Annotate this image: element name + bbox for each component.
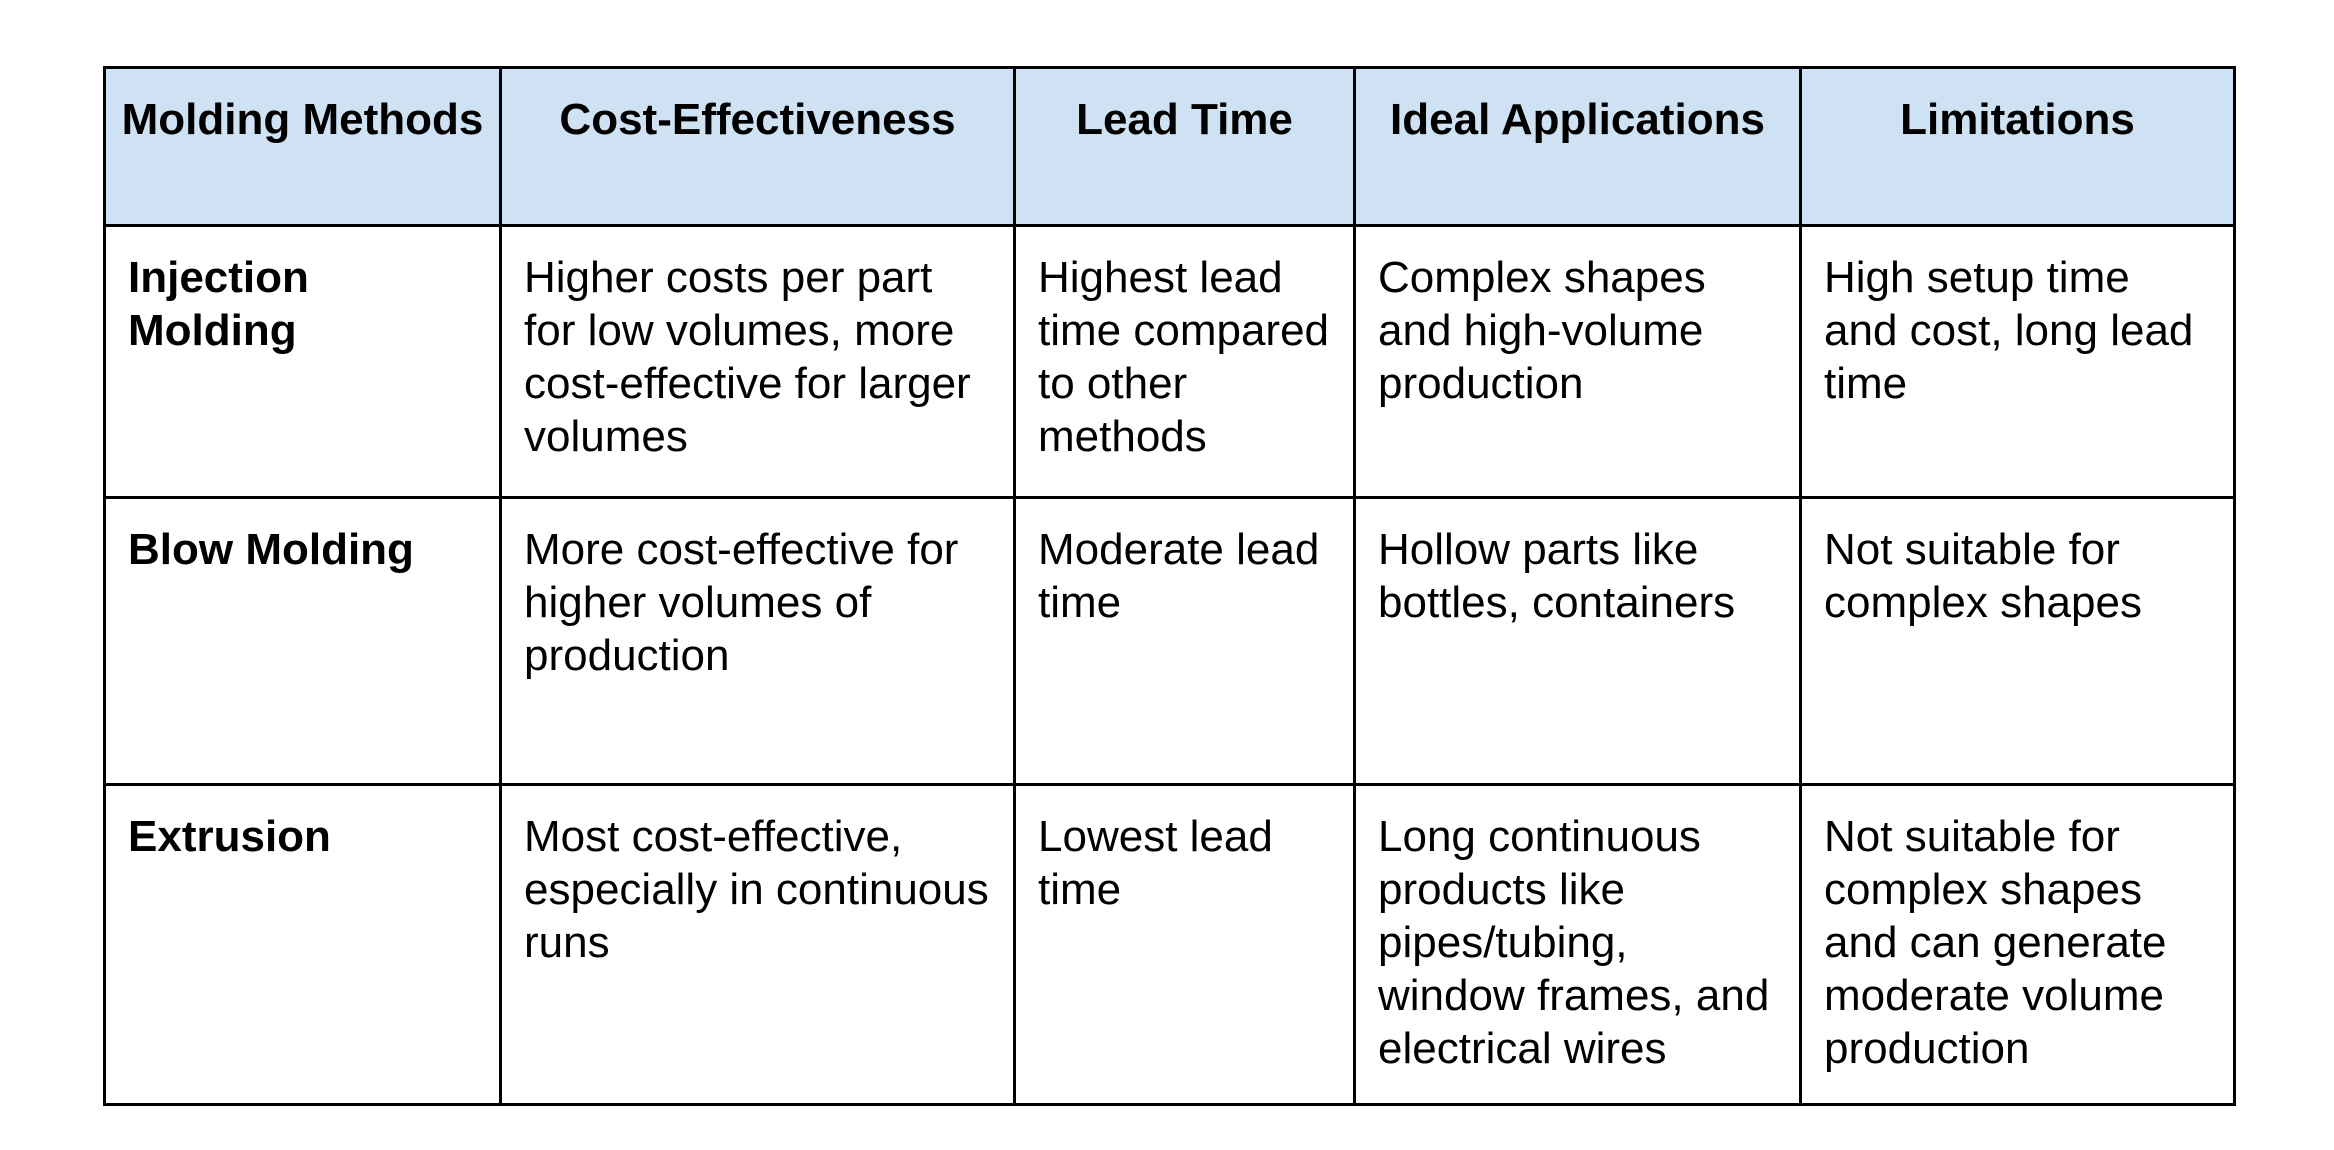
header-limitations: Limitations	[1801, 68, 2235, 226]
header-ideal-applications: Ideal Applications	[1355, 68, 1801, 226]
table-row	[105, 785, 2235, 1105]
cell-lead-time: Lowest lead time	[1015, 785, 1355, 1105]
cell-method: Extrusion	[105, 785, 501, 1105]
cell-limitations: High setup time and cost, long lead time	[1801, 226, 2235, 498]
cell-cost-effectiveness: More cost-effective for higher volumes of production	[501, 498, 1015, 785]
cell-ideal-applications: Hollow parts like bottles, containers	[1355, 498, 1801, 785]
table-row	[105, 498, 2235, 785]
cell-ideal-applications: Complex shapes and high-volume production	[1355, 226, 1801, 498]
comparison-table-container	[103, 66, 2236, 1106]
header-row	[105, 68, 2235, 226]
table-header	[105, 68, 2235, 226]
cell-method: Injection Molding	[105, 226, 501, 498]
table-row	[105, 226, 2235, 498]
cell-cost-effectiveness: Higher costs per part for low volumes, more cost-effective for larger volumes	[501, 226, 1015, 498]
header-lead-time: Lead Time	[1015, 68, 1355, 226]
cell-cost-effectiveness: Most cost-effective, especially in continuous runs	[501, 785, 1015, 1105]
molding-methods-table	[103, 66, 2236, 1106]
cell-limitations: Not suitable for complex shapes and can generate moderate volume production	[1801, 785, 2235, 1105]
cell-limitations: Not suitable for complex shapes	[1801, 498, 2235, 785]
cell-lead-time: Moderate lead time	[1015, 498, 1355, 785]
cell-ideal-applications: Long continuous products like pipes/tubing, window frames, and electrical wires	[1355, 785, 1801, 1105]
header-cost-effectiveness: Cost-Effectiveness	[501, 68, 1015, 226]
table-body	[105, 226, 2235, 1105]
header-molding-methods: Molding Methods	[105, 68, 501, 226]
cell-method: Blow Molding	[105, 498, 501, 785]
cell-lead-time: Highest lead time compared to other methods	[1015, 226, 1355, 498]
